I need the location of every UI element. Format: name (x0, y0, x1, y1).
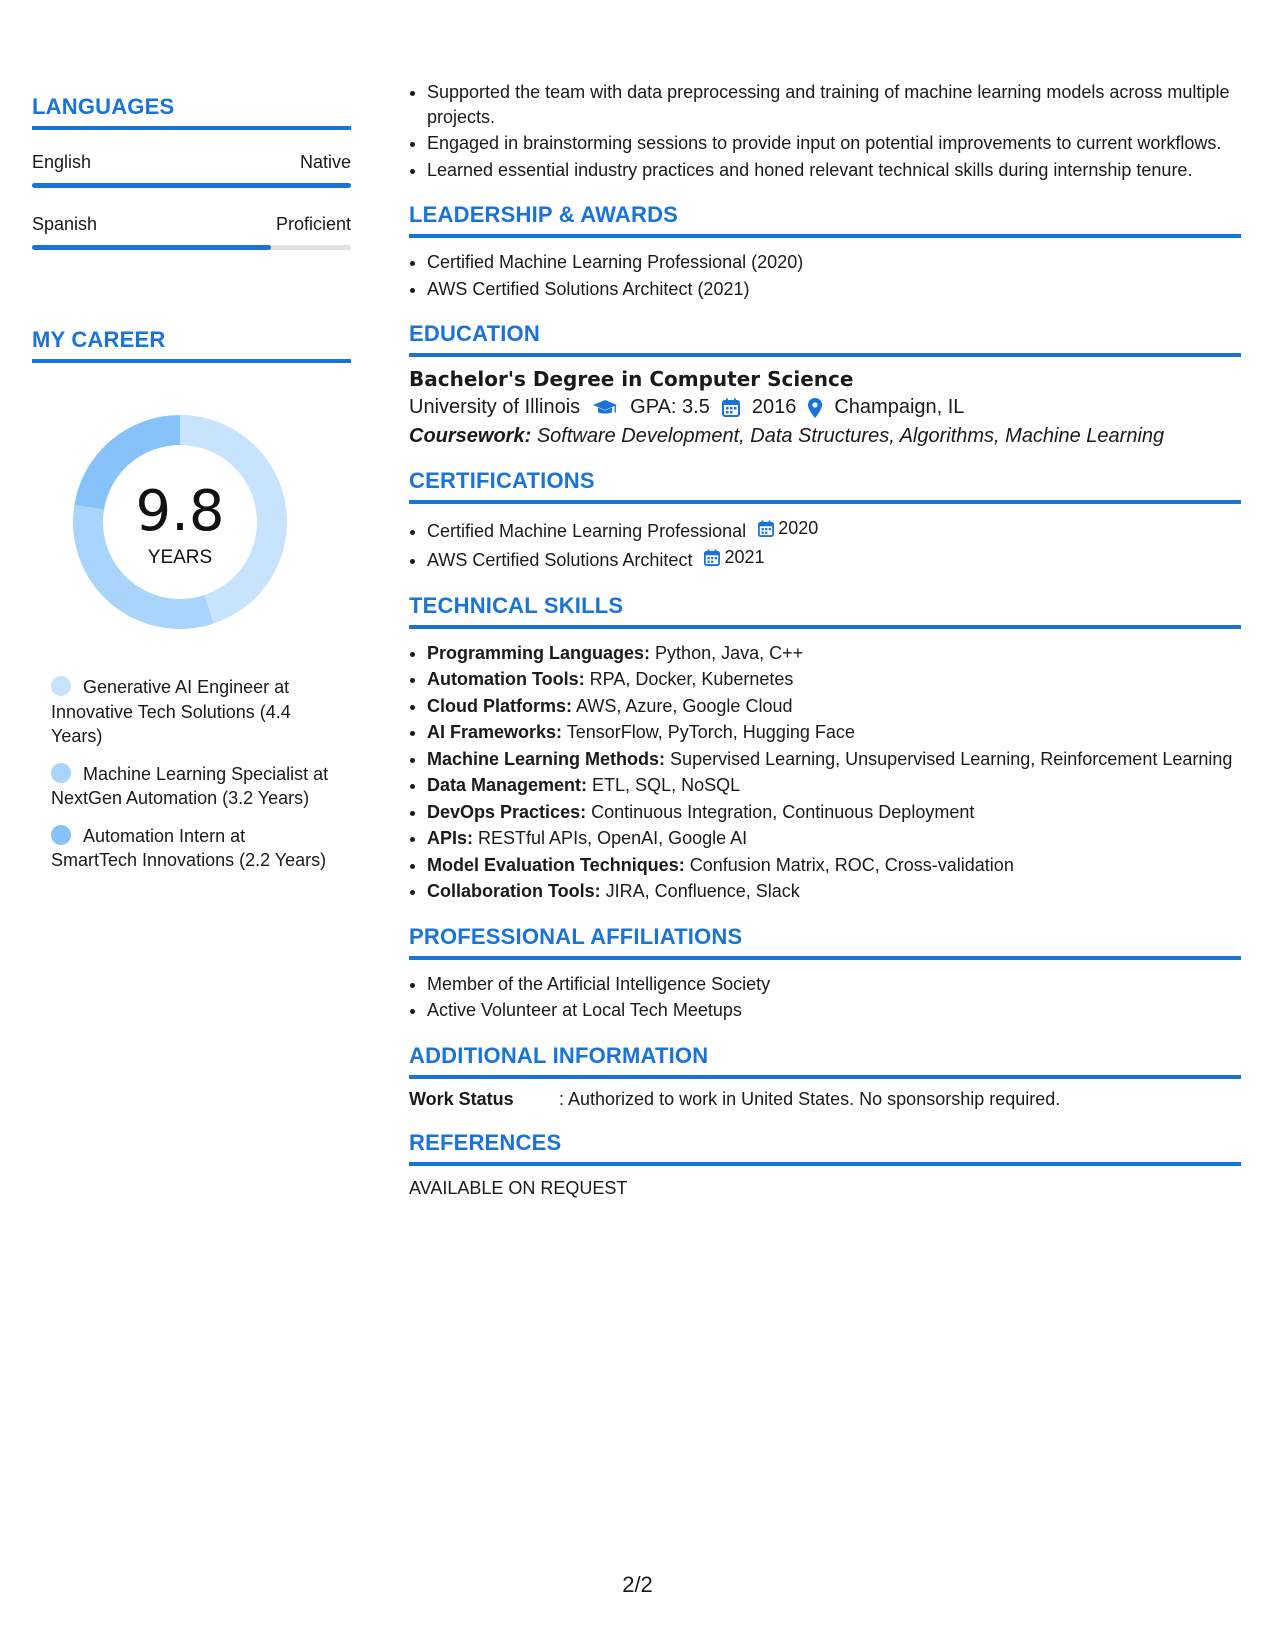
list-item: • Active Volunteer at Local Tech Meetups (427, 998, 1241, 1023)
graduation-year: 2016 (751, 396, 797, 418)
school-location: Champaign, IL (834, 396, 965, 418)
left-column (32, 94, 351, 886)
skill-item (427, 800, 1241, 825)
legend-dot (51, 763, 71, 783)
certification-year: 2021 (724, 547, 765, 568)
skill-category: Collaboration Tools: (427, 881, 601, 901)
skill-item (427, 879, 1241, 904)
language-proficiency-fill (32, 245, 271, 250)
skill-values: Continuous Integration, Continuous Deployment (591, 801, 975, 822)
skill-item (427, 694, 1241, 719)
career-section (32, 327, 351, 873)
location-pin-icon (808, 398, 822, 418)
leadership-heading: LEADERSHIP & AWARDS (409, 202, 1241, 238)
coursework-list: Software Development, Data Structures, Algorithms, Machine Learning (536, 425, 1165, 447)
references-text: AVAILABLE ON REQUEST (409, 1177, 628, 1198)
language-name: Spanish (32, 214, 98, 234)
career-donut-chart (65, 407, 295, 637)
skill-category: Data Management: (427, 775, 588, 795)
certifications-section (409, 468, 1241, 573)
degree-title: Bachelor's Degree in Computer Science (409, 367, 854, 391)
languages-list (32, 152, 351, 250)
certification-name: Certified Machine Learning Professional (427, 520, 747, 541)
experience-bullets (409, 80, 1241, 182)
certification-item (427, 545, 1241, 572)
right-column (409, 80, 1241, 1199)
certifications-heading: CERTIFICATIONS (409, 468, 1241, 504)
calendar-icon (722, 398, 740, 417)
legend-label: Generative AI Engineer at Innovative Tech Solutions (4.4 Years) (51, 677, 291, 746)
skill-category: Programming Languages: (427, 642, 651, 663)
gpa-value: GPA: 3.5 (630, 396, 710, 418)
skill-category: DevOps Practices: (427, 801, 587, 822)
skills-list (409, 641, 1241, 904)
legend-dot (51, 676, 71, 696)
certification-year: 2020 (778, 518, 819, 538)
skill-values: Python, Java, C++ (655, 642, 804, 663)
leadership-section (409, 202, 1241, 301)
work-status-value: : Authorized to work in United States. No sponsorship required. (559, 1088, 1061, 1109)
career-legend-item (51, 762, 331, 811)
language-name: English (32, 152, 92, 172)
work-status-label: Work Status (409, 1088, 514, 1109)
legend-label: Automation Intern at SmartTech Innovations (2.2 Years) (51, 825, 327, 870)
skill-values: AWS, Azure, Google Cloud (576, 695, 793, 716)
skill-category: Model Evaluation Techniques: (427, 854, 685, 875)
certification-name: AWS Certified Solutions Architect (427, 550, 693, 570)
career-unit-label: YEARS (147, 547, 213, 568)
list-item: • Supported the team with data preprocessing and training of machine learning models across multiple projects. (427, 80, 1241, 129)
skill-values: Confusion Matrix, ROC, Cross-validation (689, 854, 1014, 875)
education-details (409, 396, 1241, 419)
career-heading: MY CAREER (32, 327, 351, 363)
skill-values: Supervised Learning, Unsupervised Learning, Reinforcement Learning (670, 748, 1233, 769)
skill-item (427, 667, 1241, 692)
skill-item (427, 773, 1241, 798)
calendar-icon (758, 520, 778, 537)
list-item: • AWS Certified Solutions Architect (2021) (427, 277, 1241, 302)
list-item: • Engaged in brainstorming sessions to provide input on potential improvements to current workflows. (427, 131, 1241, 156)
skill-values: RESTful APIs, OpenAI, Google AI (478, 828, 748, 848)
skills-section (409, 593, 1241, 904)
skill-item (427, 641, 1241, 666)
skill-item (427, 853, 1241, 878)
references-heading: REFERENCES (409, 1130, 1241, 1166)
leadership-list (409, 250, 1241, 301)
skill-category: APIs: (427, 828, 474, 848)
skill-category: Automation Tools: (427, 669, 585, 689)
legend-dot (51, 825, 71, 845)
graduation-cap-icon (592, 399, 618, 417)
skills-heading: TECHNICAL SKILLS (409, 593, 1241, 629)
language-proficiency-fill (32, 183, 351, 188)
career-total-years: 9.8 (135, 479, 225, 544)
language-item (32, 152, 351, 188)
skill-values: TensorFlow, PyTorch, Hugging Face (566, 722, 855, 742)
education-section (409, 321, 1241, 448)
additional-heading: ADDITIONAL INFORMATION (409, 1043, 1241, 1079)
coursework (409, 425, 1241, 448)
affiliations-section (409, 924, 1241, 1023)
affiliations-heading: PROFESSIONAL AFFILIATIONS (409, 924, 1241, 960)
career-legend (51, 675, 331, 873)
skill-values: JIRA, Confluence, Slack (605, 881, 800, 901)
language-proficiency-bar (32, 245, 351, 250)
language-level: Native (299, 152, 351, 172)
language-item (32, 214, 351, 250)
skill-values: RPA, Docker, Kubernetes (589, 669, 794, 689)
legend-label: Machine Learning Specialist at NextGen Automation (3.2 Years) (51, 763, 329, 808)
list-item: • Certified Machine Learning Professional (2020) (427, 250, 1241, 275)
coursework-label: Coursework: (409, 425, 532, 447)
skill-item (427, 720, 1241, 745)
certifications-list (409, 516, 1241, 573)
skill-category: Machine Learning Methods: (427, 748, 666, 769)
skill-category: Cloud Platforms: (427, 695, 573, 716)
skill-item (427, 826, 1241, 851)
skill-category: AI Frameworks: (427, 722, 563, 742)
language-proficiency-bar (32, 183, 351, 188)
list-item: • Member of the Artificial Intelligence Society (427, 972, 1241, 997)
additional-section (409, 1043, 1241, 1110)
list-item: • Learned essential industry practices and honed relevant technical skills during internship tenure. (427, 158, 1241, 183)
work-status-row (409, 1089, 1241, 1110)
references-section (409, 1130, 1241, 1199)
affiliations-list (409, 972, 1241, 1023)
page-number: 2/2 (622, 1572, 653, 1597)
career-legend-item (51, 675, 331, 749)
school-name: University of Illinois (409, 396, 581, 418)
education-heading: EDUCATION (409, 321, 1241, 357)
skill-item (427, 747, 1241, 772)
skill-values: ETL, SQL, NoSQL (592, 775, 741, 795)
career-legend-item (51, 824, 331, 873)
certification-item (427, 516, 1241, 543)
calendar-icon (704, 549, 724, 566)
languages-heading: LANGUAGES (32, 94, 351, 130)
language-level: Proficient (275, 214, 351, 234)
